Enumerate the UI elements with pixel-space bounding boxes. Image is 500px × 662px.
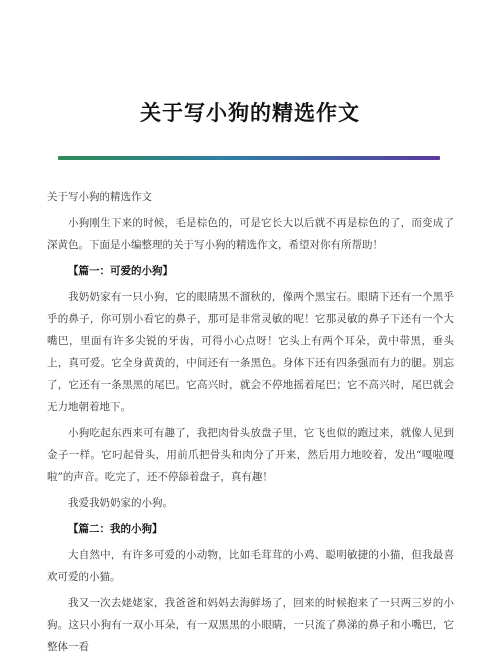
paragraph: 小狗吃起东西来可有趣了，我把肉骨头放盘子里，它飞也似的跑过来，就像人见到金子一样。它叼起骨头，用前爪把骨头和肉分了开来，然后用力地咬着，发出“嘎啦嘎啦”的声音。吃完了，还不停舔着盘子，真有趣！ <box>47 427 454 483</box>
paragraph: 我爱我奶奶家的小狗。 <box>68 497 173 509</box>
document-subtitle: 关于写小狗的精选作文 <box>47 191 152 203</box>
paragraph: 我又一次去姥姥家，我爸爸和妈妈去海鲜场了，回来的时候抱来了一只两三岁的小狗。这只小狗有一双小耳朵，有一双黑黑的小眼睛，一只流了鼻涕的鼻子和小嘴巴，它整体一看 <box>47 597 454 653</box>
document-title: 关于写小狗的精选作文 <box>140 100 360 125</box>
document-body <box>47 186 454 662</box>
paragraph: 我奶奶家有一只小狗，它的眼睛黑不溜秋的，像两个黑宝石。眼睛下还有一个黑乎乎的鼻子，你可别小看它的鼻子，那可是非常灵敏的呢！它那灵敏的鼻子下还有一个大嘴巴，里面有许多尖锐的牙齿，可得小心点呀！它头上有两个耳朵，黄中带黑，垂头上，真可爱。它全身黄黄的，中间还有一条黑色。身体下还有四条强而有力的腿。别忘了，它还有一条黑黑的尾巴。它高兴时，就会不停地摇着尾巴；它不高兴时，尾巴就会无力地朝着地下。 <box>47 291 454 413</box>
intro-paragraph: 小狗刚生下来的时候，毛是棕色的，可是它长大以后就不再是棕色的了，而变成了深黄色。下面是小编整理的关于写小狗的精选作文，希望对你有所帮助！ <box>47 217 454 251</box>
paragraph: 大自然中，有许多可爱的小动物，比如毛茸茸的小鸡、聪明敏捷的小猫，但我最喜欢可爱的小猫。 <box>47 549 454 583</box>
section-heading-1: 【篇一：可爱的小狗】 <box>68 265 173 277</box>
section-heading-2: 【篇二：我的小狗】 <box>68 523 163 535</box>
title-divider <box>58 156 440 160</box>
